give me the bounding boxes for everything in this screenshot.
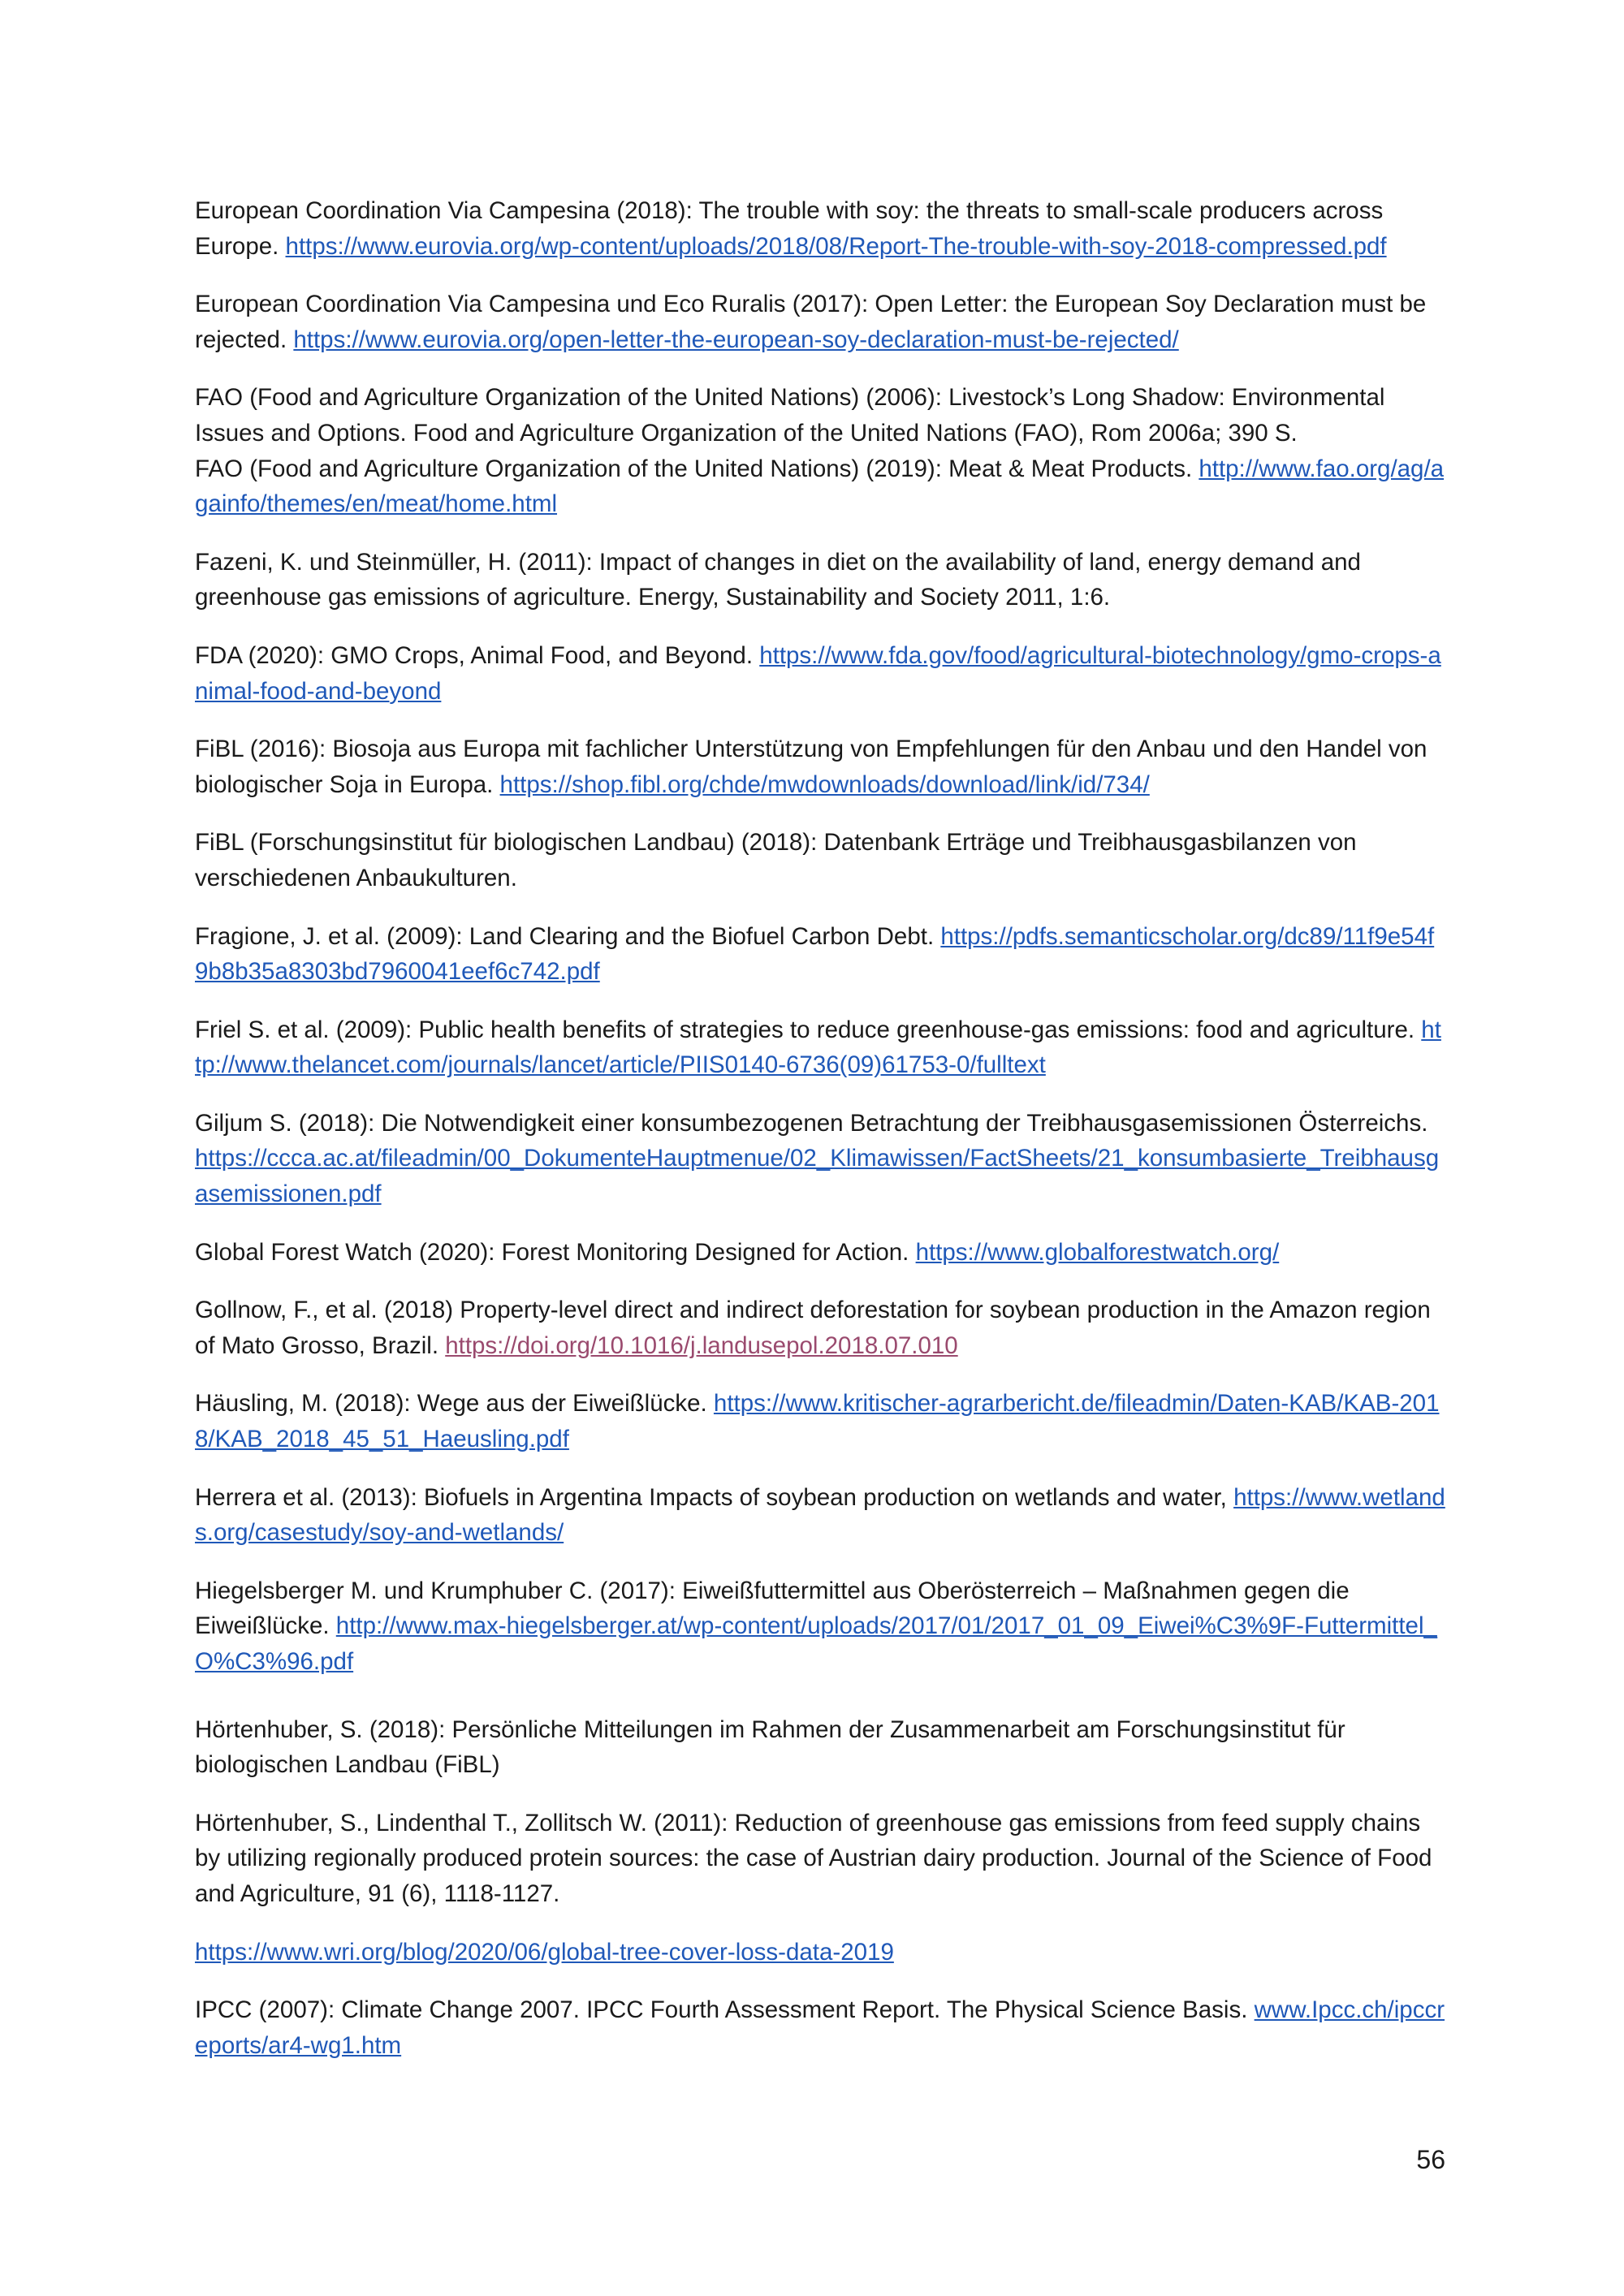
reference-link[interactable]: https://shop.fibl.org/chde/mwdownloads/download/link/id/734/: [499, 770, 1150, 798]
reference-text: Hörtenhuber, S. (2018): Persönliche Mitteilungen im Rahmen der Zusammenarbeit am Forschungsinstitut für biologischen Landbau (FiBL): [195, 1716, 1345, 1779]
reference-text: FDA (2020): GMO Crops, Animal Food, and Beyond.: [195, 641, 754, 669]
reference-link[interactable]: http://www.max-hiegelsberger.at/wp-content/uploads/2017/01/2017_01_09_Eiwei%C3%9F-Futtermittel_O%C3%96.pdf: [195, 1612, 1437, 1675]
reference-link[interactable]: www.Ipcc.ch/ipccreports/ar4-wg1.htm: [195, 1996, 1445, 2059]
reference-link[interactable]: https://pdfs.semanticscholar.org/dc89/11f9e54f9b8b35a8303bd7960041eef6c742.pdf: [195, 922, 1435, 986]
reference-text: Giljum S. (2018): Die Notwendigkeit einer konsumbezogenen Betrachtung der Treibhausgasemissionen Österreichs.: [195, 1109, 1428, 1137]
reference-link[interactable]: https://ccca.ac.at/fileadmin/00_DokumenteHauptmenue/02_Klimawissen/FactSheets/21_konsumbasierte_Treibhausgasemissionen.pdf: [195, 1145, 1440, 1208]
reference-link[interactable]: http://www.fao.org/ag/againfo/themes/en/meat/home.html: [195, 455, 1445, 518]
reference-link[interactable]: https://www.globalforestwatch.org/: [915, 1238, 1280, 1266]
reference-entry: [195, 287, 1445, 357]
reference-entry: [195, 545, 1445, 615]
reference-entry: [195, 638, 1445, 709]
reference-entry: [195, 1293, 1445, 1363]
reference-link[interactable]: https://doi.org/10.1016/j.landusepol.2018.07.010: [445, 1331, 958, 1359]
reference-text: FiBL (2016): Biosoja aus Europa mit fachlicher Unterstützung von Empfehlungen für den Anbau und den Handel von biologischer Soja in Europa.: [195, 736, 1427, 798]
reference-text: European Coordination Via Campesina (2018): The trouble with soy: the threats to small-scale producers across Europe.: [195, 197, 1384, 260]
reference-list: [195, 193, 1445, 2086]
reference-entry: [195, 1106, 1445, 1212]
reference-text: Friel S. et al. (2009): Public health benefits of strategies to reduce greenhouse-gas emissions: food and agriculture.: [195, 1016, 1415, 1043]
reference-text: Gollnow, F., et al. (2018) Property-level direct and indirect deforestation for soybean production in the Amazon region of Mato Grosso, Brazil.: [195, 1297, 1431, 1359]
reference-text: Fragione, J. et al. (2009): Land Clearing and the Biofuel Carbon Debt.: [195, 922, 935, 950]
reference-link[interactable]: https://www.eurovia.org/wp-content/uploads/2018/08/Report-The-trouble-with-soy-2018-compressed.pdf: [285, 232, 1387, 260]
reference-entry: [195, 1935, 1445, 1970]
reference-text: Herrera et al. (2013): Biofuels in Argentina Impacts of soybean production on wetlands and water,: [195, 1483, 1227, 1511]
reference-text: European Coordination Via Campesina und Eco Ruralis (2017): Open Letter: the European Soy Declaration must be rejected.: [195, 291, 1427, 353]
reference-link[interactable]: https://www.eurovia.org/open-letter-the-european-soy-declaration-must-be-rejected/: [293, 326, 1179, 353]
reference-entry: [195, 1573, 1445, 1680]
reference-entry: [195, 380, 1445, 451]
reference-text: FAO (Food and Agriculture Organization of the United Nations) (2006): Livestock’s Long Shadow: Environmental Issues and Options. Food and Agriculture Organization of the United Nations (FAO), Rom 2006a; 390 S.: [195, 384, 1385, 447]
reference-entry: [195, 193, 1445, 264]
reference-link[interactable]: https://www.fda.gov/food/agricultural-biotechnology/gmo-crops-animal-food-and-beyond: [195, 641, 1441, 705]
reference-text: Hörtenhuber, S., Lindenthal T., Zollitsch W. (2011): Reduction of greenhouse gas emissions from feed supply chains by utilizing regionally produced protein sources: the case of Austrian dairy production. Journal of the Science of Food and Agriculture, 91 (6), 1118-1127.: [195, 1809, 1432, 1907]
reference-entry: [195, 1806, 1445, 1912]
page-number: 56: [1416, 2145, 1445, 2174]
reference-entry: [195, 1712, 1445, 1783]
reference-text: Häusling, M. (2018): Wege aus der Eiweißlücke.: [195, 1390, 707, 1418]
reference-text: Fazeni, K. und Steinmüller, H. (2011): Impact of changes in diet on the availability of land, energy demand and greenhouse gas emissions of agriculture. Energy, Sustainability and Society 2011, 1:6.: [195, 548, 1361, 611]
reference-entry: [195, 1480, 1445, 1551]
reference-entry: [195, 732, 1445, 802]
reference-link[interactable]: https://www.kritischer-agrarbericht.de/fileadmin/Daten-KAB/KAB-2018/KAB_2018_45_51_Haeusling.pdf: [195, 1390, 1440, 1453]
reference-text: Hiegelsberger M. und Krumphuber C. (2017): Eiweißfuttermittel aus Oberösterreich – Maßnahmen gegen die Eiweißlücke.: [195, 1577, 1350, 1640]
reference-entry: [195, 1012, 1445, 1083]
reference-entry: [195, 919, 1445, 990]
reference-entry: [195, 1386, 1445, 1457]
reference-entry: [195, 1992, 1445, 2063]
reference-text: IPCC (2007): Climate Change 2007. IPCC Fourth Assessment Report. The Physical Science Basis.: [195, 1996, 1248, 2024]
reference-text: FAO (Food and Agriculture Organization of the United Nations) (2019): Meat & Meat Products.: [195, 455, 1193, 482]
reference-text: Global Forest Watch (2020): Forest Monitoring Designed for Action.: [195, 1238, 909, 1266]
reference-link[interactable]: http://www.thelancet.com/journals/lancet/article/PIIS0140-6736(09)61753-0/fulltext: [195, 1016, 1441, 1079]
reference-entry: [195, 825, 1445, 896]
reference-link[interactable]: https://www.wetlands.org/casestudy/soy-and-wetlands/: [195, 1483, 1445, 1547]
reference-link[interactable]: https://www.wri.org/blog/2020/06/global-tree-cover-loss-data-2019: [195, 1938, 894, 1966]
reference-entry: [195, 1235, 1445, 1271]
reference-text: FiBL (Forschungsinstitut für biologischen Landbau) (2018): Datenbank Erträge und Treibhausgasbilanzen von verschiedenen Anbaukulturen.: [195, 829, 1357, 891]
reference-entry: [195, 451, 1445, 522]
